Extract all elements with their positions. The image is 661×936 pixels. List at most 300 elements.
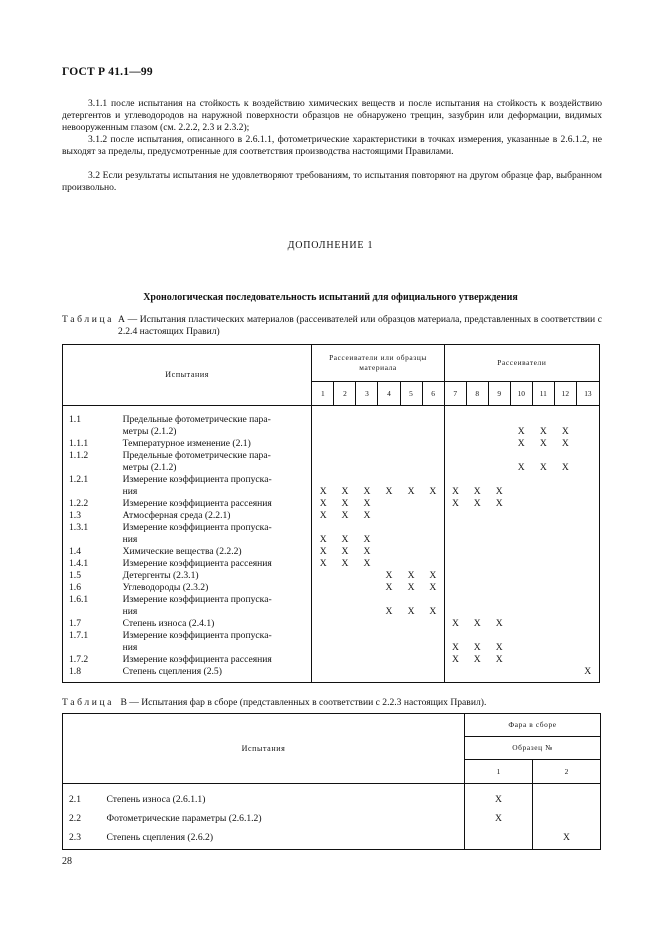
table-a-mark: X xyxy=(561,462,569,473)
table-b-row-number: 2.3 xyxy=(63,828,103,847)
table-a-mark xyxy=(576,426,599,438)
table-a-mark xyxy=(422,654,444,666)
table-a-mark xyxy=(444,594,466,606)
table-a-row-text: Измерение коэффициента рассеяния xyxy=(119,558,312,570)
table-a-mark xyxy=(488,666,510,678)
table-a-mark xyxy=(466,546,488,558)
table-a-mark xyxy=(312,642,334,654)
table-a-mark xyxy=(466,606,488,618)
paragraph-3-2: 3.2 Если результаты испытания не удовлетворяют требованиям, то испытания повторяют на другом образце фар, выбранном произвольно. xyxy=(62,170,602,193)
table-row xyxy=(63,462,600,474)
table-a-mark xyxy=(466,630,488,642)
table-a-mark xyxy=(444,522,466,534)
table-a-mark: X xyxy=(517,462,525,473)
table-a-mark xyxy=(466,438,488,450)
table-a-row-text: ния xyxy=(119,486,312,498)
table-row xyxy=(63,618,600,630)
table-a-mark xyxy=(334,426,356,438)
table-a-mark xyxy=(554,498,576,510)
table-a-spacer xyxy=(576,406,599,415)
table-a-mark: X xyxy=(407,486,415,497)
table-a-mark xyxy=(532,486,554,498)
table-row xyxy=(63,606,600,618)
table-a-row-number xyxy=(63,486,119,498)
table-b-mark: X xyxy=(465,809,533,828)
table-a-mark xyxy=(334,570,356,582)
table-a-row-number: 1.7 xyxy=(63,618,119,630)
table-a-mark: X xyxy=(561,426,569,437)
table-a-spacer xyxy=(422,678,444,683)
table-a-mark xyxy=(356,414,378,426)
table-a-mark xyxy=(444,426,466,438)
table-a-mark xyxy=(576,546,599,558)
table-a-mark xyxy=(400,450,422,462)
table-row xyxy=(63,498,600,510)
table-a-row-text: Предельные фотометрические пара- xyxy=(119,414,312,426)
table-a-column-number: 1 xyxy=(312,382,334,406)
table-a-spacer xyxy=(466,406,488,415)
table-a-mark xyxy=(378,642,400,654)
table-row xyxy=(63,438,600,450)
table-b-caption xyxy=(62,697,602,709)
table-a-mark xyxy=(378,546,400,558)
table-a-mark xyxy=(554,666,576,678)
table-a-spacer xyxy=(466,678,488,683)
table-a-mark xyxy=(422,594,444,606)
table-a-mark: X xyxy=(341,498,349,509)
table-a-mark xyxy=(444,582,466,594)
table-a-mark xyxy=(576,534,599,546)
table-a-mark: X xyxy=(473,486,481,497)
table-a-row-number xyxy=(63,642,119,654)
table-a-mark xyxy=(356,450,378,462)
table-a-mark xyxy=(334,654,356,666)
table-a-mark xyxy=(356,462,378,474)
table-a-spacer xyxy=(488,678,510,683)
table-a-row-number: 1.7.1 xyxy=(63,630,119,642)
table-a-mark xyxy=(378,618,400,630)
table-a-mark: X xyxy=(319,558,327,569)
table-a-mark xyxy=(510,606,532,618)
table-a-mark xyxy=(378,474,400,486)
table-a-mark xyxy=(378,594,400,606)
table-a-mark xyxy=(554,618,576,630)
table-a-mark xyxy=(532,474,554,486)
table-a-mark xyxy=(422,438,444,450)
table-b-mark: X xyxy=(533,828,601,847)
table-a-mark xyxy=(422,474,444,486)
table-a-row-text: Температурное изменение (2.1) xyxy=(119,438,312,450)
table-a-mark xyxy=(334,606,356,618)
table-b-row-text: Степень сцепления (2.6.2) xyxy=(103,828,465,847)
table-a-mark: X xyxy=(341,486,349,497)
table-a-spacer xyxy=(510,406,532,415)
table-a-spacer xyxy=(378,406,400,415)
table-a-mark xyxy=(334,474,356,486)
table-a-row-text: Степень износа (2.4.1) xyxy=(119,618,312,630)
table-a-mark xyxy=(334,438,356,450)
table-a-mark xyxy=(576,630,599,642)
table-a-row-number xyxy=(63,534,119,546)
table-a-mark: X xyxy=(473,654,481,665)
table-a-mark: X xyxy=(363,498,371,509)
table-a-mark xyxy=(444,438,466,450)
table-a-mark xyxy=(356,654,378,666)
table-a-mark xyxy=(356,642,378,654)
table-row xyxy=(63,414,600,426)
table-a xyxy=(62,344,600,683)
table-b-row-number: 2.2 xyxy=(63,809,103,828)
table-a-mark xyxy=(444,546,466,558)
table-a-row-text: Измерение коэффициента рассеяния xyxy=(119,654,312,666)
table-a-spacer xyxy=(576,678,599,683)
table-a-mark xyxy=(356,474,378,486)
table-a-mark: X xyxy=(363,546,371,557)
table-b-column-number: 2 xyxy=(533,760,601,784)
table-a-mark xyxy=(576,414,599,426)
table-a-spacer xyxy=(312,406,334,415)
table-a-mark: X xyxy=(422,606,444,618)
table-a-mark xyxy=(334,630,356,642)
table-a-mark xyxy=(532,498,554,510)
table-a-mark: X xyxy=(385,570,393,581)
table-a-mark xyxy=(466,510,488,522)
table-a-mark xyxy=(444,570,466,582)
table-a-mark xyxy=(444,606,466,618)
table-a-row-text: Измерение коэффициента рассеяния xyxy=(119,498,312,510)
table-a-mark xyxy=(466,450,488,462)
table-a-mark xyxy=(576,450,599,462)
table-b-spacer xyxy=(533,847,601,850)
table-a-mark xyxy=(510,474,532,486)
table-a-mark xyxy=(422,522,444,534)
table-a-mark xyxy=(312,462,334,474)
table-a-mark xyxy=(532,630,554,642)
table-a-spacer xyxy=(378,678,400,683)
table-a-mark: X xyxy=(385,486,393,497)
table-a-mark xyxy=(532,450,554,462)
table-a-column-number: 12 xyxy=(554,382,576,406)
table-a-mark xyxy=(422,534,444,546)
table-b-caption-text: В — Испытания фар в сборе (представленных в соответствии с 2.2.3 настоящих Правил). xyxy=(120,697,487,708)
table-a-mark xyxy=(466,462,488,474)
table-b-mark xyxy=(533,809,601,828)
table-a-mark: X xyxy=(363,534,371,545)
table-a-mark: X xyxy=(451,498,459,509)
table-a-row-number: 1.8 xyxy=(63,666,119,678)
table-a-mark xyxy=(444,414,466,426)
table-a-mark xyxy=(532,534,554,546)
table-a-spacer xyxy=(63,406,312,415)
table-a-mark xyxy=(422,450,444,462)
table-a-mark xyxy=(422,414,444,426)
table-a-mark xyxy=(488,522,510,534)
table-a-mark: X xyxy=(407,582,415,593)
table-a-column-number: 4 xyxy=(378,382,400,406)
table-a-mark: X xyxy=(341,510,349,521)
table-a-mark xyxy=(576,510,599,522)
table-a-mark xyxy=(532,666,554,678)
table-a-mark xyxy=(400,414,422,426)
table-a-spacer xyxy=(63,678,312,683)
table-a-mark xyxy=(488,474,510,486)
table-a-mark xyxy=(400,618,422,630)
table-a-mark: X xyxy=(341,558,349,569)
table-a-row-number xyxy=(63,426,119,438)
section-title: Хронологическая последовательность испытаний для официального утверждения xyxy=(143,292,518,303)
table-a-mark xyxy=(334,594,356,606)
table-a-mark xyxy=(444,666,466,678)
table-a-mark xyxy=(334,450,356,462)
table-a-row-number xyxy=(63,606,119,618)
table-a-spacer xyxy=(400,678,422,683)
table-a-mark xyxy=(554,474,576,486)
table-row xyxy=(63,630,600,642)
table-a-row-text: Измерение коэффициента пропуска- xyxy=(119,474,312,486)
table-a-mark xyxy=(312,666,334,678)
table-a-row-number: 1.3.1 xyxy=(63,522,119,534)
table-row xyxy=(63,582,600,594)
table-a-mark xyxy=(356,426,378,438)
table-a-mark: X xyxy=(473,498,481,509)
table-a-mark xyxy=(400,654,422,666)
table-a-row-text: Степень сцепления (2.5) xyxy=(119,666,312,678)
table-a-mark xyxy=(400,666,422,678)
table-a-spacer xyxy=(422,406,444,415)
table-row xyxy=(63,666,600,678)
table-a-column-number: 10 xyxy=(510,382,532,406)
table-a-mark xyxy=(422,510,444,522)
table-a-mark xyxy=(488,438,510,450)
table-a-mark xyxy=(488,558,510,570)
table-a-mark xyxy=(378,498,400,510)
table-a-column-number: 9 xyxy=(488,382,510,406)
table-a-mark xyxy=(334,582,356,594)
table-a-mark xyxy=(444,510,466,522)
table-row xyxy=(63,546,600,558)
table-a-mark xyxy=(576,642,599,654)
table-a-mark xyxy=(378,438,400,450)
table-a-mark xyxy=(356,594,378,606)
table-a-mark: X xyxy=(407,606,415,617)
table-a-mark xyxy=(444,558,466,570)
table-a-mark xyxy=(532,546,554,558)
table-a-mark xyxy=(532,618,554,630)
table-a-caption-label: Таблица xyxy=(62,314,115,325)
table-a-row-text: ния xyxy=(119,534,312,546)
table-a-mark xyxy=(356,438,378,450)
table-a-spacer xyxy=(510,678,532,683)
table-a-mark: X xyxy=(473,642,481,653)
table-a-mark xyxy=(312,654,334,666)
table-a-row-number: 1.2.1 xyxy=(63,474,119,486)
table-row xyxy=(63,486,600,498)
table-a-spacer xyxy=(312,678,334,683)
table-a-mark xyxy=(576,438,599,450)
table-a-mark: X xyxy=(341,534,349,545)
table-a-mark xyxy=(444,450,466,462)
table-a-mark xyxy=(532,570,554,582)
table-a-mark xyxy=(576,462,599,474)
table-a-mark: X xyxy=(319,534,327,545)
table-a-mark xyxy=(554,570,576,582)
table-a-mark xyxy=(510,558,532,570)
table-a-row-text: Измерение коэффициента пропуска- xyxy=(119,522,312,534)
table-a-mark xyxy=(312,594,334,606)
table-a-mark xyxy=(488,450,510,462)
table-b-mark xyxy=(465,828,533,847)
table-a-mark xyxy=(444,474,466,486)
table-a-mark xyxy=(488,426,510,438)
table-a-mark xyxy=(312,618,334,630)
table-a-mark xyxy=(312,570,334,582)
table-a-mark xyxy=(466,522,488,534)
table-a-row-text: метры (2.1.2) xyxy=(119,462,312,474)
table-a-row-text: ния xyxy=(119,606,312,618)
table-a-mark: X xyxy=(319,510,327,521)
table-a-mark xyxy=(334,462,356,474)
table-a-mark xyxy=(510,570,532,582)
table-a-mark xyxy=(378,654,400,666)
table-a-row-number: 1.6.1 xyxy=(63,594,119,606)
table-a-caption-text: А — Испытания пластических материалов (рассеивателей или образцов материала, представленных в соответствии с 2.2.4 настоящих Правил) xyxy=(118,314,602,337)
table-row xyxy=(63,522,600,534)
table-a-row-text: Химические вещества (2.2.2) xyxy=(119,546,312,558)
document-header: ГОСТ Р 41.1—99 xyxy=(62,66,153,78)
table-a-mark xyxy=(400,594,422,606)
table-a-mark xyxy=(312,630,334,642)
table-a-mark xyxy=(510,498,532,510)
table-a-row-number: 1.3 xyxy=(63,510,119,522)
table-a-mark xyxy=(400,438,422,450)
table-a-mark xyxy=(444,630,466,642)
table-a-mark xyxy=(576,582,599,594)
table-a-mark xyxy=(422,618,444,630)
table-a-spacer xyxy=(444,678,466,683)
table-a-mark xyxy=(356,570,378,582)
table-row xyxy=(63,558,600,570)
table-a-mark xyxy=(400,510,422,522)
table-a-mark xyxy=(488,594,510,606)
table-a-mark xyxy=(356,618,378,630)
table-a-mark xyxy=(312,438,334,450)
table-a-mark: X xyxy=(495,486,503,497)
table-a-mark xyxy=(576,606,599,618)
table-a-mark xyxy=(378,462,400,474)
table-a-mark xyxy=(378,450,400,462)
table-a-mark xyxy=(466,666,488,678)
table-a-row-text: Измерение коэффициента пропуска- xyxy=(119,594,312,606)
table-a-mark xyxy=(488,534,510,546)
table-a-mark xyxy=(554,558,576,570)
table-a-mark xyxy=(576,498,599,510)
table-a-mark: X xyxy=(319,486,327,497)
table-a-mark xyxy=(466,414,488,426)
table-a-row-number: 1.6 xyxy=(63,582,119,594)
table-a-mark xyxy=(312,522,334,534)
table-a-mark xyxy=(488,462,510,474)
table-b-tests-header: Испытания xyxy=(63,714,465,784)
table-a-mark: X xyxy=(495,498,503,509)
table-a-mark xyxy=(312,582,334,594)
table-a-mark xyxy=(554,594,576,606)
table-a-mark xyxy=(488,546,510,558)
table-a-mark xyxy=(422,426,444,438)
table-a-mark xyxy=(422,498,444,510)
table-a-mark xyxy=(466,558,488,570)
table-a-mark xyxy=(356,606,378,618)
table-a-column-number: 5 xyxy=(400,382,422,406)
table-a-mark: X xyxy=(473,618,481,629)
table-a-mark xyxy=(532,606,554,618)
table-b-spacer xyxy=(63,847,465,850)
table-a-mark xyxy=(378,426,400,438)
table-a-mark xyxy=(510,414,532,426)
table-a-mark xyxy=(356,522,378,534)
table-a-spacer xyxy=(488,406,510,415)
table-a-mark: X xyxy=(422,570,444,582)
table-b-group-header: Фара в сборе xyxy=(465,714,601,737)
table-a-mark xyxy=(312,606,334,618)
table-a-mark xyxy=(576,594,599,606)
table-a-mark xyxy=(400,462,422,474)
table-a-mark xyxy=(466,534,488,546)
table-a-row-text: ния xyxy=(119,642,312,654)
table-a-mark xyxy=(378,522,400,534)
table-a-mark xyxy=(356,630,378,642)
table-a-mark xyxy=(400,474,422,486)
table-b-mark: X xyxy=(465,790,533,809)
table-row xyxy=(63,594,600,606)
table-a-mark: X xyxy=(451,486,459,497)
table-a-row-number: 1.1.2 xyxy=(63,450,119,462)
table-row xyxy=(63,809,601,828)
table-a-mark xyxy=(378,558,400,570)
table-row xyxy=(63,474,600,486)
table-a-mark xyxy=(378,414,400,426)
table-a-mark xyxy=(554,642,576,654)
table-a-mark xyxy=(488,606,510,618)
table-a-mark xyxy=(378,534,400,546)
table-a-row-text: Углеводороды (2.3.2) xyxy=(119,582,312,594)
table-row xyxy=(63,510,600,522)
table-a-mark xyxy=(466,426,488,438)
table-a-mark xyxy=(400,498,422,510)
table-a-mark xyxy=(576,474,599,486)
table-a-tests-header: Испытания xyxy=(63,345,312,406)
table-a-mark xyxy=(422,558,444,570)
table-a-mark xyxy=(400,642,422,654)
table-a-column-number: 7 xyxy=(444,382,466,406)
table-a-mark: X xyxy=(451,642,459,653)
table-a-row-text: метры (2.1.2) xyxy=(119,426,312,438)
table-a-mark xyxy=(422,666,444,678)
table-a-column-number: 11 xyxy=(532,382,554,406)
table-a-mark: X xyxy=(539,462,547,473)
paragraph-3-1-2: 3.1.2 после испытания, описанного в 2.6.1.1, фотометрические характеристики в точках измерения, указанные в 2.6.1.2, не выходят за пределы, предусмотренные для соответствия производства настоящими Правилами. xyxy=(62,134,602,157)
table-a-mark xyxy=(334,618,356,630)
table-a-mark xyxy=(488,582,510,594)
table-a-mark xyxy=(510,654,532,666)
table-a-mark xyxy=(532,582,554,594)
table-a-mark xyxy=(510,522,532,534)
table-a-group2-header: Рассеиватели xyxy=(444,345,599,382)
table-a-mark xyxy=(532,414,554,426)
table-a-row-text: Атмосферная среда (2.2.1) xyxy=(119,510,312,522)
table-a-mark xyxy=(554,414,576,426)
table-a-row-number: 1.2.2 xyxy=(63,498,119,510)
table-a-mark xyxy=(576,558,599,570)
